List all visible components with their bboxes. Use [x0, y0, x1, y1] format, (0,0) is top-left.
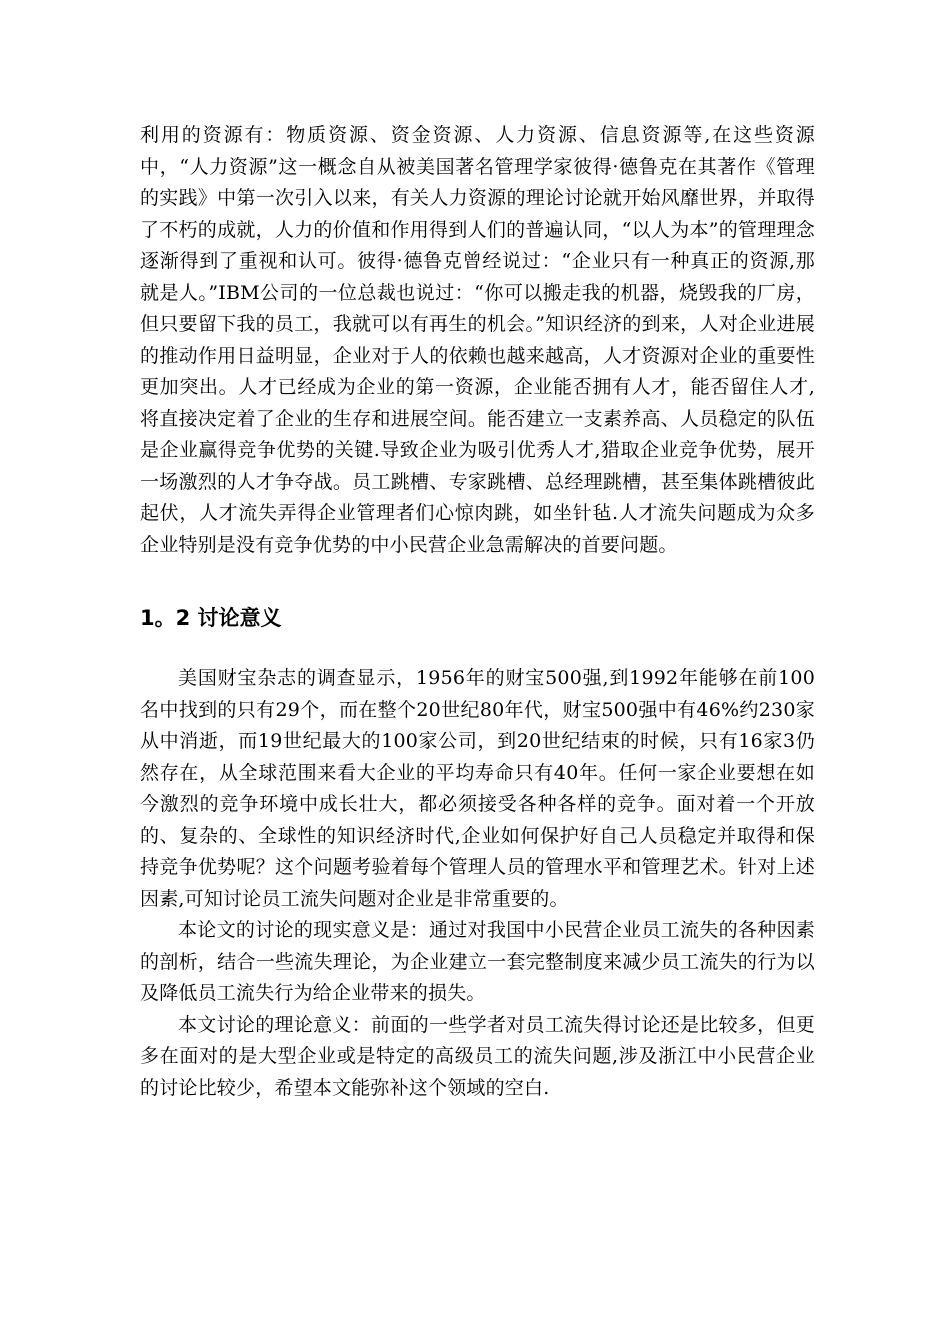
body-paragraph-4: 本文讨论的理论意义：前面的一些学者对员工流失得讨论还是比较多，但更多在面对的是大型企业或是特定的高级员工的流失问题,涉及浙江中小民营企业的讨论比较少，希望本文能弥补这个领域的空白.: [140, 1013, 815, 1099]
body-paragraph-3: 本论文的讨论的现实意义是：通过对我国中小民营企业员工流失的各种因素的剖析，结合一些流失理论，为企业建立一套完整制度来减少员工流失的行为以及降低员工流失行为给企业带来的损失。: [140, 919, 815, 1004]
body-paragraph-1: 利用的资源有：物质资源、资金资源、人力资源、信息资源等,在这些资源中，“人力资源”这一概念自从被美国著名管理学家彼得·德鲁克在其著作《管理的实践》中第一次引入以来，有关人力资源的理论讨论就开始风靡世界，并取得了不朽的成就，人力的价值和作用得到人们的普遍认同，“以人为本”的管理理念逐渐得到了重视和认可。彼得·德鲁克曾经说过：“企业只有一种真正的资源,那就是人。”IBM公司的一位总裁也说过：“你可以搬走我的机器，烧毁我的厂房，但只要留下我的员工，我就可以有再生的机会。”知识经济的到来，人对企业进展的推动作用日益明显，企业对于人的依赖也越来越高，人才资源对企业的重要性更加突出。人才已经成为企业的第一资源，企业能否拥有人才，能否留住人才,将直接决定着了企业的生存和进展空间。能否建立一支素养高、人员稳定的队伍是企业赢得竞争优势的关键.导致企业为吸引优秀人才,猎取企业竞争优势，展开一场激烈的人才争夺战。员工跳槽、专家跳槽、总经理跳槽，甚至集体跳槽彼此起伏，人才流失弄得企业管理者们心惊肉跳，如坐针毡.人才流失问题成为众多企业特别是没有竞争优势的中小民营企业急需解决的首要问题。: [140, 124, 815, 556]
section-heading: 1。2 讨论意义: [140, 606, 282, 630]
document-body: [140, 120, 815, 1104]
body-paragraph-2: 美国财宝杂志的调查显示，1956年的财宝500强,到1992年能够在前100名中找到的只有29个，而在整个20世纪80年代，财宝500强中有46%约230家从中消逝，而19世纪最大的100家公司，到20世纪结束的时候，只有16家3仍然存在，从全球范围来看大企业的平均寿命只有40年。任何一家企业要想在如今激烈的竞争环境中成长壮大，都必须接受各种各样的竞争。面对着一个开放的、复杂的、全球性的知识经济时代,企业如何保护好自己人员稳定并取得和保持竞争优势呢？这个问题考验着每个管理人员的管理水平和管理艺术。针对上述因素,可知讨论员工流失问题对企业是非常重要的。: [140, 667, 815, 910]
